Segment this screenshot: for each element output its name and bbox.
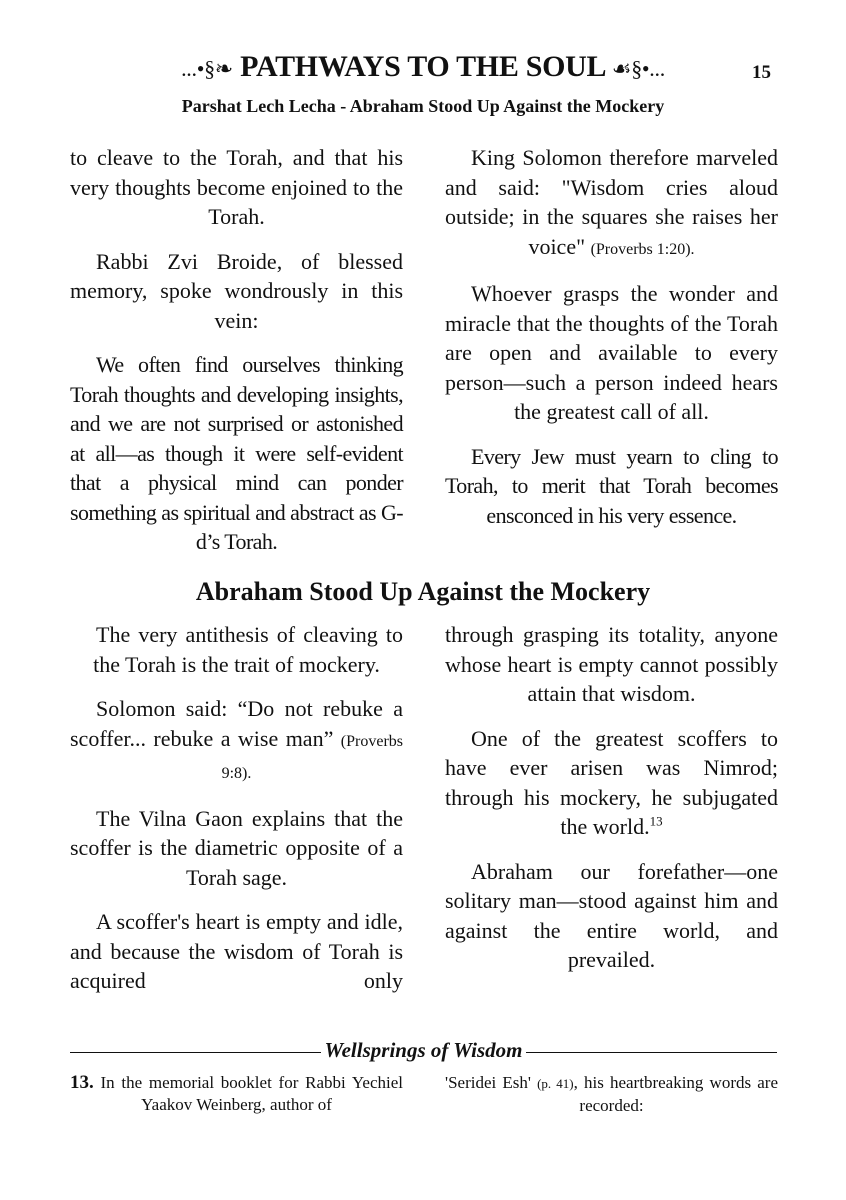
paragraph-text: Solomon said: “Do not rebuke a scoffer... rebuke a wise man”	[70, 696, 403, 751]
citation: (Proverbs 9:8).	[221, 732, 404, 782]
footnote-left	[70, 1072, 403, 1116]
footnote-divider	[70, 1040, 777, 1064]
book-title: PATHWAYS TO THE SOUL	[240, 50, 605, 83]
footnote-number: 13.	[70, 1072, 94, 1093]
paragraph-text: King Solomon therefore marveled and said: "Wisdom cries aloud outside; in the squares she raises her voice"	[445, 145, 778, 259]
footnote-text: , his heartbreaking words are recorded:	[573, 1073, 778, 1115]
bottom-right-column	[445, 620, 778, 990]
footnote-right	[445, 1072, 778, 1117]
paragraph: Every Jew must yearn to cling to Torah, to merit that Torah becomes ensconced in his very essence.	[445, 443, 778, 528]
paragraph: Abraham our forefather—one solitary man—stood against him and against the entire world, and prevailed.	[445, 858, 778, 972]
paragraph	[70, 694, 403, 789]
page-number: 15	[752, 62, 771, 83]
ornament-left-icon: ...•§❧	[181, 56, 233, 81]
quote-paragraph: We often find ourselves thinking Torah thoughts and developing insights, and we are not surprised or astonished at all—as though it were self-evident that a physical mind can ponder something as spiritual and abstract as G-d’s Torah.	[70, 352, 403, 554]
top-right-column	[445, 143, 778, 545]
footnote-section-title: Wellsprings of Wisdom	[321, 1038, 527, 1062]
footnote-text: In the memorial booklet for Rabbi Yechiel Yaakov Weinberg, author of	[100, 1073, 403, 1114]
top-left-column	[70, 143, 403, 572]
paragraph: Rabbi Zvi Broide, of blessed memory, spoke wondrously in this vein:	[70, 248, 403, 333]
paragraph: through grasping its totality, anyone whose heart is empty cannot possibly attain that wisdom.	[445, 622, 778, 706]
paragraph: A scoffer's heart is empty and idle, and because the wisdom of Torah is acquired only	[70, 909, 403, 993]
citation: (p. 41)	[537, 1076, 574, 1091]
section-heading: Abraham Stood Up Against the Mockery	[195, 577, 651, 606]
paragraph: The very antithesis of cleaving to the Torah is the trait of mockery.	[93, 622, 403, 677]
footnote-text: 'Seridei Esh'	[445, 1073, 531, 1092]
paragraph: The Vilna Gaon explains that the scoffer is the diametric opposite of a Torah sage.	[70, 805, 403, 890]
paragraph	[445, 724, 778, 842]
running-header	[0, 50, 846, 84]
paragraph	[445, 143, 778, 264]
paragraph: Whoever grasps the wonder and miracle that the thoughts of the Torah are open and available to every person—such a person indeed hears the greatest call of all.	[445, 281, 778, 424]
chapter-subtitle: Parshat Lech Lecha - Abraham Stood Up Against the Mockery	[181, 96, 665, 116]
ornament-right-icon: ☙§•...	[611, 56, 665, 81]
footnote-ref[interactable]: 13	[649, 813, 663, 829]
bottom-left-column	[70, 620, 403, 1011]
paragraph: to cleave to the Torah, and that his very thoughts become enjoined to the Torah.	[70, 145, 403, 229]
paragraph-text: One of the greatest scoffers to have ever arisen was Nimrod; through his mockery, he subjugated the world.	[445, 725, 778, 839]
citation: (Proverbs 1:20).	[590, 240, 695, 258]
